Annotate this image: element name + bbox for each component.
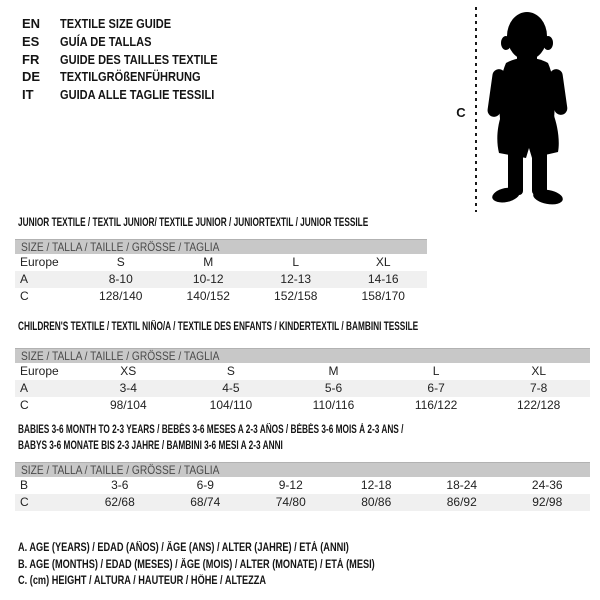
height-cell: 74/80	[275, 495, 306, 509]
months-cell: 9-12	[278, 478, 303, 492]
children-table-title-text: CHILDREN'S TEXTILE / TEXTIL NIÑO/A / TEXTILE DES ENFANTS / KINDERTEXTIL / BAMBINI TESSILE	[18, 321, 419, 333]
size-cell: S	[226, 364, 235, 378]
months-cell: 24-36	[531, 478, 563, 492]
size-header-bar	[15, 348, 590, 363]
row-label: Europe	[20, 364, 59, 378]
height-cell: 92/98	[532, 495, 563, 509]
babies-table-title-line2: BABYS 3-6 MONATE BIS 2-3 JAHRE / BAMBINI 3-6 MESI A 2-3 ANNI	[18, 440, 283, 452]
language-code: EN	[22, 16, 41, 31]
height-cell: 116/122	[414, 398, 458, 412]
language-title-list	[22, 15, 245, 104]
height-cell: 140/152	[186, 289, 230, 303]
footnote-age-months-text: B. AGE (MONTHS) / EDAD (MESES) / ÂGE (MOIS) / ALTER (MONATE) / ETÀ (MESI)	[18, 558, 375, 571]
months-cell: 12-18	[360, 478, 392, 492]
age-cell: 14-16	[367, 272, 399, 286]
footnote-age-years	[18, 540, 464, 557]
height-measure-line	[475, 7, 477, 212]
language-row-it	[22, 86, 245, 104]
language-row-fr	[22, 51, 245, 69]
height-cell: 68/74	[190, 495, 221, 509]
children-size-table	[15, 348, 590, 414]
footnote-height-text: C. (cm) HEIGHT / ALTURA / HAUTEUR / HÖHE / ALTEZZA	[18, 575, 267, 587]
table-row-europe	[15, 363, 590, 380]
height-cell: 158/170	[361, 289, 405, 303]
babies-table-title-line1: BABIES 3-6 MONTH TO 2-3 YEARS / BEBÉS 3-6 MESES A 2-3 AÑOS / BÉBÉS 3-6 MOIS À 2-3 ANS /	[18, 424, 404, 436]
size-cell: L	[432, 364, 440, 378]
height-cell: 128/140	[99, 289, 143, 303]
language-code: FR	[22, 51, 40, 67]
language-code: DE	[22, 69, 41, 85]
language-row-en	[22, 15, 245, 33]
guide-title-it: GUIDA ALLE TAGLIE TESSILI	[60, 87, 215, 103]
size-cell: XL	[531, 364, 547, 378]
table-row-height	[15, 288, 427, 305]
row-label: B	[20, 478, 29, 492]
table-row-age	[15, 271, 427, 288]
footnote-height	[18, 573, 464, 590]
size-cell: M	[203, 255, 214, 269]
age-cell: 3-4	[119, 381, 137, 395]
height-cell: 62/68	[104, 495, 135, 509]
guide-title-en: TEXTILE SIZE GUIDE	[60, 16, 172, 31]
language-row-es	[22, 33, 245, 51]
baby-silhouette-image	[482, 9, 574, 207]
size-header-label: SIZE / TALLA / TAILLE / GRÖSSE / TAGLIA	[21, 349, 220, 363]
height-cell: 80/86	[361, 495, 392, 509]
height-measure-label: C	[456, 105, 466, 120]
age-cell: 4-5	[222, 381, 240, 395]
babies-table-title	[18, 423, 553, 453]
age-cell: 12-13	[280, 272, 312, 286]
footnote-age-years-text: A. AGE (YEARS) / EDAD (AÑOS) / ÂGE (ANS) / ALTER (JAHRE) / ETÀ (ANNI)	[18, 542, 349, 554]
size-header-label: SIZE / TALLA / TAILLE / GRÖSSE / TAGLIA	[21, 463, 220, 477]
months-cell: 18-24	[446, 478, 478, 492]
size-cell: XS	[120, 364, 137, 378]
height-cell: 86/92	[446, 495, 477, 509]
row-label: C	[20, 398, 29, 412]
guide-title-es: GUÍA DE TALLAS	[60, 33, 152, 49]
height-cell: 98/104	[109, 398, 147, 412]
age-cell: 7-8	[530, 381, 548, 395]
age-cell: 8-10	[108, 272, 133, 286]
size-header-bar	[15, 462, 590, 477]
table-row-months	[15, 477, 590, 494]
table-row-europe	[15, 254, 427, 271]
footnote-list	[18, 540, 464, 590]
height-cell: 152/158	[274, 289, 318, 303]
size-cell: XL	[375, 255, 391, 269]
children-table-title	[18, 320, 574, 334]
row-label: C	[20, 495, 29, 509]
height-cell: 122/128	[516, 398, 561, 412]
table-row-height	[15, 397, 590, 414]
guide-title-de: TEXTILGRÖßENFÜHRUNG	[60, 69, 201, 85]
age-cell: 6-7	[427, 381, 445, 395]
row-label: A	[20, 272, 29, 286]
footnote-age-months	[18, 557, 464, 574]
guide-title-fr: GUIDE DES TAILLES TEXTILE	[60, 51, 218, 67]
size-cell: M	[328, 364, 339, 378]
junior-table-title	[18, 216, 504, 230]
junior-table-title-text: JUNIOR TEXTILE / TEXTIL JUNIOR/ TEXTILE JUNIOR / JUNIORTEXTIL / JUNIOR TESSILE	[18, 217, 369, 229]
table-row-age	[15, 380, 590, 397]
height-cell: 104/110	[209, 398, 253, 412]
age-cell: 10-12	[192, 272, 224, 286]
size-cell: L	[292, 255, 300, 269]
size-cell: S	[116, 255, 125, 269]
row-label: Europe	[20, 255, 59, 269]
language-code: IT	[22, 87, 34, 103]
height-cell: 110/116	[312, 398, 355, 412]
babies-size-table	[15, 462, 590, 511]
size-header-label: SIZE / TALLA / TAILLE / GRÖSSE / TAGLIA	[21, 240, 220, 254]
age-cell: 5-6	[324, 381, 343, 395]
months-cell: 6-9	[196, 478, 214, 492]
row-label: A	[20, 381, 29, 395]
row-label: C	[20, 289, 29, 303]
language-code: ES	[22, 33, 40, 49]
language-row-de	[22, 68, 245, 86]
table-row-height	[15, 494, 590, 511]
months-cell: 3-6	[111, 478, 129, 492]
size-header-bar	[15, 239, 427, 254]
junior-size-table	[15, 239, 427, 305]
